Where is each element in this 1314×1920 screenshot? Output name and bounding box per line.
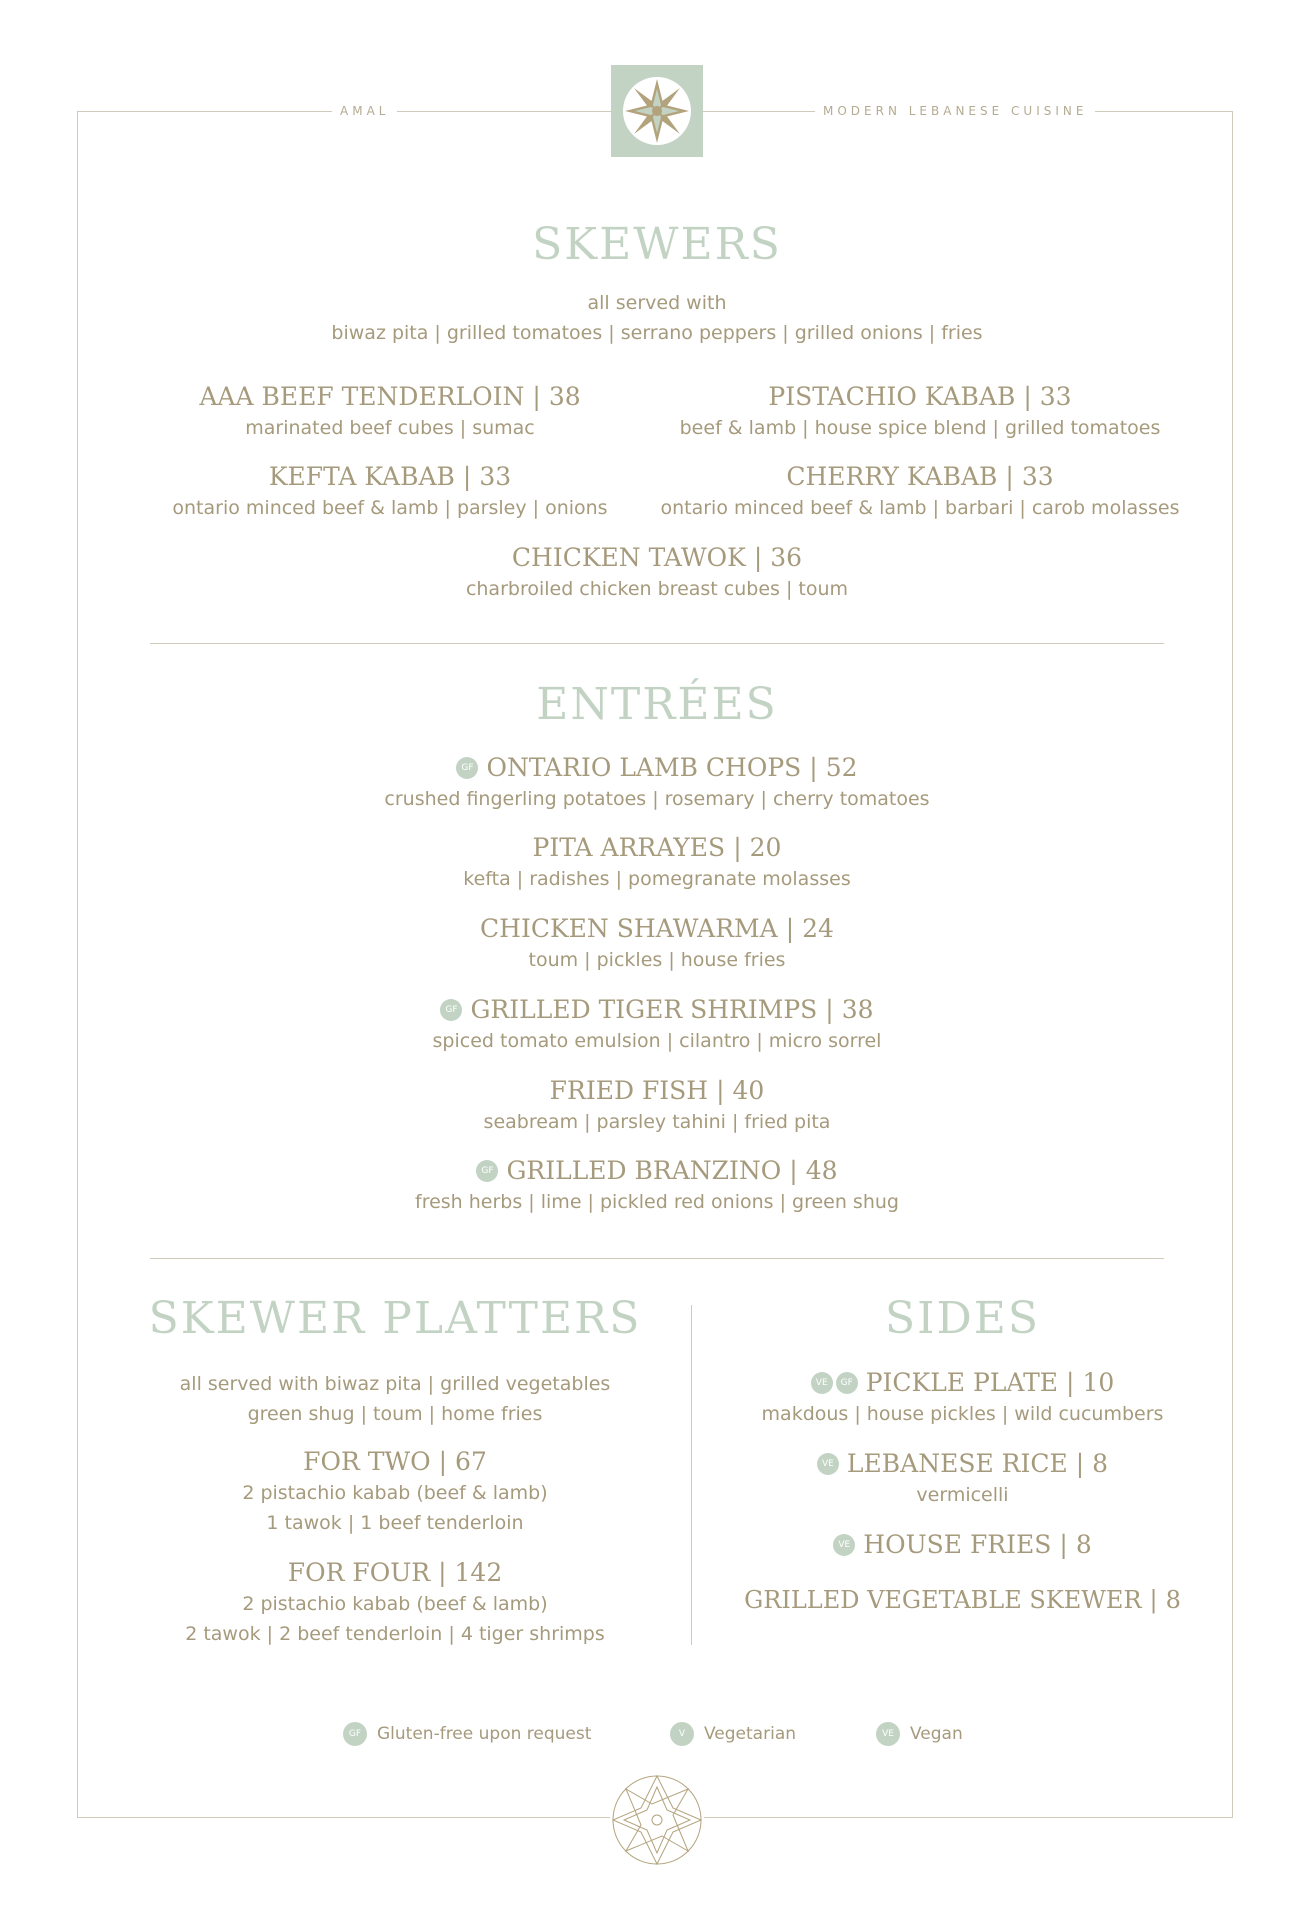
- legend-vegan: [876, 1722, 963, 1746]
- item-name: GRILLED VEGETABLE SKEWER: [744, 1586, 1142, 1614]
- gluten-free-badge: GF: [440, 999, 462, 1021]
- item-description: vermicelli: [916, 1484, 1009, 1506]
- separator: |: [809, 753, 818, 782]
- item-name: CHICKEN SHAWARMA: [480, 914, 778, 943]
- item-price: 33: [479, 462, 512, 491]
- separator: |: [785, 914, 795, 943]
- platters-served-line-1: all served with biwaz pita | grilled vegetables: [179, 1373, 611, 1395]
- menu-item-beef-tenderloin: [130, 380, 650, 414]
- item-description: 1 tawok | 1 beef tenderloin: [266, 1512, 524, 1534]
- platters-title: SKEWER PLATTERS: [148, 1293, 642, 1344]
- item-description: spiced tomato emulsion | cilantro | micro sorrel: [432, 1030, 882, 1052]
- vegan-badge: VE: [817, 1453, 839, 1475]
- item-description: charbroiled chicken breast cubes | toum: [465, 578, 849, 600]
- item-description: 2 pistachio kabab (beef & lamb): [242, 1482, 548, 1504]
- separator: |: [825, 995, 834, 1024]
- legend-label: Gluten-free upon request: [377, 1724, 592, 1744]
- item-price: 8: [1092, 1449, 1109, 1478]
- brand-tagline: MODERN LEBANESE CUISINE: [815, 100, 1095, 122]
- item-price: 67: [455, 1447, 487, 1476]
- menu-item-branzino: [77, 1154, 1237, 1188]
- separator: |: [733, 833, 742, 862]
- gluten-free-badge: GF: [343, 1722, 367, 1746]
- item-description: 2 tawok | 2 beef tenderloin | 4 tiger shrimps: [185, 1623, 605, 1645]
- item-name: FOR TWO: [303, 1447, 431, 1476]
- separator: |: [438, 1558, 447, 1587]
- entrees-title: ENTRÉES: [536, 679, 778, 730]
- legend-gluten-free: [343, 1722, 591, 1746]
- legend-label: Vegan: [910, 1724, 963, 1744]
- menu-item-vegetable-skewer: [690, 1583, 1235, 1617]
- item-description: beef & lamb | house spice blend | grilled tomatoes: [679, 417, 1161, 439]
- item-name: GRILLED BRANZINO: [506, 1156, 782, 1185]
- item-description: makdous | house pickles | wild cucumbers: [761, 1403, 1164, 1425]
- item-name: AAA BEEF TENDERLOIN: [199, 382, 525, 411]
- item-price: 48: [805, 1156, 838, 1185]
- item-name: GRILLED TIGER SHRIMPS: [470, 995, 818, 1024]
- skewers-title: SKEWERS: [532, 219, 782, 270]
- item-description: crushed fingerling potatoes | rosemary | cherry tomatoes: [384, 788, 930, 810]
- item-price: 24: [802, 914, 834, 943]
- item-description: ontario minced beef & lamb | barbari | carob molasses: [660, 497, 1180, 519]
- item-description: seabream | parsley tahini | fried pita: [483, 1111, 831, 1133]
- item-price: 38: [841, 995, 874, 1024]
- item-name: PISTACHIO KABAB: [768, 382, 1016, 411]
- menu-item-house-fries: [690, 1528, 1235, 1562]
- item-description: kefta | radishes | pomegranate molasses: [463, 868, 851, 890]
- gluten-free-badge: GF: [456, 757, 478, 779]
- item-price: 33: [1039, 382, 1072, 411]
- item-price: 36: [770, 543, 803, 572]
- sides-title: SIDES: [884, 1293, 1041, 1344]
- item-description: toum | pickles | house fries: [528, 949, 786, 971]
- separator: |: [753, 543, 763, 572]
- item-description: marinated beef cubes | sumac: [245, 417, 535, 439]
- menu-item-chicken-shawarma: [77, 912, 1237, 946]
- gluten-free-badge: GF: [836, 1372, 858, 1394]
- item-description: fresh herbs | lime | pickled red onions | green shug: [415, 1191, 899, 1213]
- item-name: CHICKEN TAWOK: [511, 543, 746, 572]
- item-price: 8: [1165, 1586, 1181, 1614]
- separator: |: [1005, 462, 1014, 491]
- menu-item-lamb-chops: [77, 751, 1237, 785]
- brand-name: AMAL: [332, 100, 397, 122]
- item-name: HOUSE FRIES: [863, 1530, 1052, 1559]
- separator: |: [1149, 1586, 1158, 1614]
- item-name: PICKLE PLATE: [865, 1368, 1059, 1397]
- menu-item-for-two: [130, 1445, 660, 1479]
- item-description: 2 pistachio kabab (beef & lamb): [242, 1593, 548, 1615]
- separator: |: [1066, 1368, 1075, 1397]
- separator: |: [1023, 382, 1032, 411]
- star-rosette-logo-icon: [621, 75, 693, 147]
- menu-item-for-four: [130, 1556, 660, 1590]
- menu-item-fried-fish: [77, 1074, 1237, 1108]
- item-price: 20: [749, 833, 782, 862]
- item-price: 52: [825, 753, 858, 782]
- menu-item-pistachio-kabab: [650, 380, 1190, 414]
- item-price: 10: [1082, 1368, 1115, 1397]
- menu-item-tiger-shrimps: [77, 993, 1237, 1027]
- separator: |: [462, 462, 472, 491]
- legend-label: Vegetarian: [704, 1724, 797, 1744]
- separator: |: [789, 1156, 798, 1185]
- item-name: KEFTA KABAB: [268, 462, 455, 491]
- item-price: 142: [454, 1558, 503, 1587]
- vegan-badge: VE: [811, 1372, 833, 1394]
- separator: |: [438, 1447, 448, 1476]
- item-name: ONTARIO LAMB CHOPS: [486, 753, 802, 782]
- vegetarian-badge: V: [670, 1722, 694, 1746]
- item-name: LEBANESE RICE: [846, 1449, 1068, 1478]
- item-description: ontario minced beef & lamb | parsley | onions: [172, 497, 608, 519]
- separator: |: [532, 382, 541, 411]
- separator: |: [1059, 1530, 1068, 1559]
- item-price: 33: [1021, 462, 1054, 491]
- item-price: 40: [732, 1076, 765, 1105]
- item-name: FRIED FISH: [549, 1076, 709, 1105]
- item-name: CHERRY KABAB: [786, 462, 998, 491]
- separator: |: [716, 1076, 725, 1105]
- platters-served-line-2: green shug | toum | home fries: [247, 1403, 543, 1425]
- top-logo: [611, 65, 703, 157]
- vegan-badge: VE: [876, 1722, 900, 1746]
- section-divider: [150, 1258, 1164, 1259]
- gluten-free-badge: GF: [476, 1160, 498, 1182]
- bottom-emblem: [610, 1773, 704, 1867]
- star-polygon-outline-icon: [610, 1773, 704, 1867]
- legend-vegetarian: [670, 1722, 796, 1746]
- menu-item-kefta-kabab: [130, 460, 650, 494]
- skewers-served-with: biwaz pita | grilled tomatoes | serrano peppers | grilled onions | fries: [331, 322, 983, 344]
- skewers-served-intro: all served with: [587, 292, 727, 314]
- menu-item-pita-arrayes: [77, 831, 1237, 865]
- menu-item-lebanese-rice: [690, 1447, 1235, 1481]
- vegan-badge: VE: [833, 1534, 855, 1556]
- item-name: FOR FOUR: [287, 1558, 431, 1587]
- section-divider: [150, 643, 1164, 644]
- menu-item-pickle-plate: [690, 1366, 1235, 1400]
- item-name: PITA ARRAYES: [532, 833, 726, 862]
- separator: |: [1075, 1449, 1085, 1478]
- menu-item-chicken-tawok: [77, 541, 1237, 575]
- item-price: 8: [1075, 1530, 1092, 1559]
- menu-item-cherry-kabab: [650, 460, 1190, 494]
- item-price: 38: [548, 382, 581, 411]
